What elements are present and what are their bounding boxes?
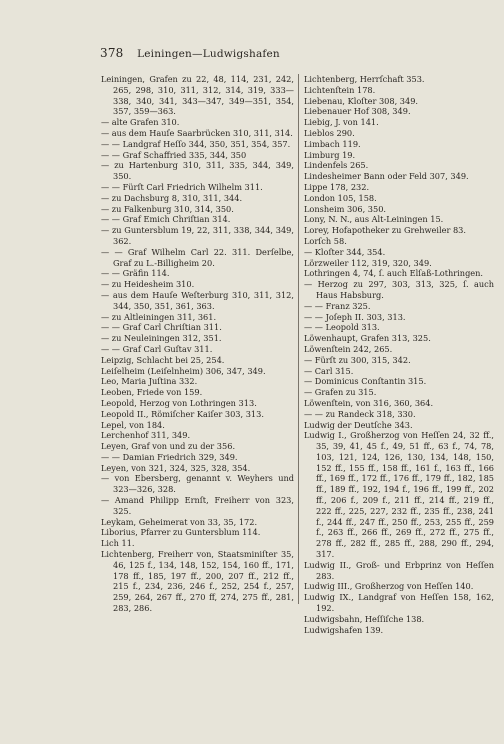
index-column-left <box>101 74 294 614</box>
index-entry: Lepel, von 184. <box>101 419 165 430</box>
index-entry: Lich 11. <box>101 538 135 549</box>
index-entry: — Kloſter 344, 354. <box>304 246 386 257</box>
index-entry: — — Gräfin 114. <box>101 268 170 279</box>
index-entry: Lorſch 58. <box>304 235 347 246</box>
index-entry: — Dominicus Conſtantin 315. <box>304 376 427 387</box>
index-entry: — — Landgraf Heſſo 344, 350, 351, 354, 357. <box>101 138 291 149</box>
index-entry: — — Joſeph II. 303, 313. <box>304 311 406 322</box>
index-entry: — zu Heidesheim 310. <box>101 279 195 290</box>
index-entry: — zu Guntersblum 19, 22, 311, 338, 344, 349, 362. <box>101 225 294 246</box>
index-entry: — — Graf Schaffried 335, 344, 350 <box>101 149 247 160</box>
index-entry: Lichtenberg, Herrſchaft 353. <box>304 74 425 84</box>
index-entry: Ludwigshafen 139. <box>304 624 384 635</box>
index-entry: — — Graf Carl Guſtav 311. <box>101 343 213 354</box>
index-entry: Ludwig II., Groß- und Erbprinz von Heſſen 283. <box>304 559 494 581</box>
index-entry: — aus dem Hauſe Weſterburg 310, 311, 312, 344, 350, 351, 361, 363. <box>101 289 294 311</box>
index-entry: — zu Hartenburg 310, 311, 335, 344, 349, 350. <box>101 160 294 182</box>
index-entry: — — zu Randeck 318, 330. <box>304 408 416 419</box>
index-entry: Lörzweiler 112, 319, 320, 349. <box>304 257 432 268</box>
index-entry: Liborius, Pfarrer zu Guntersblum 114. <box>101 527 261 538</box>
index-entry: Ludwig III., Großherzog von Heſſen 140. <box>304 581 474 592</box>
index-entry: Lieblos 290. <box>304 127 355 138</box>
index-entry: Limbach 119. <box>304 138 361 149</box>
page-number: 378 <box>100 46 124 60</box>
index-entry: Lichtenſtein 178. <box>304 84 376 95</box>
running-header <box>100 46 280 60</box>
index-entry: Leopold II., Römiſcher Kaiſer 303, 313. <box>101 408 264 419</box>
index-entry: Leyen, von 321, 324, 325, 328, 354. <box>101 462 251 473</box>
index-entry: Liebenau, Kloſter 308, 349. <box>304 95 419 106</box>
index-entry: — Carl 315. <box>304 365 354 376</box>
index-entry: Liebig, J. von 141. <box>304 117 379 128</box>
index-entry: Löwenſtein, von 316, 360, 364. <box>304 397 434 408</box>
index-entry: — aus dem Hauſe Saarbrücken 310, 311, 314. <box>101 127 293 138</box>
index-entry: Leo, Maria Juſtina 332. <box>101 376 198 387</box>
index-entry: Leoben, Friede von 159. <box>101 387 203 398</box>
index-entry: Leiſelheim (Leiſelnheim) 306, 347, 349. <box>101 365 266 376</box>
index-entry: — zu Altleiningen 311, 361. <box>101 311 217 322</box>
index-entry: — Fürſt zu 300, 315, 342. <box>304 354 411 365</box>
index-entry: — — Fürſt Carl Friedrich Wilhelm 311. <box>101 181 263 192</box>
index-entry: Ludwig I., Großherzog von Heſſen 24, 32 ff., 35, 39, 41, 45 f., 49, 51 ff., 63 f., 74, 78, 103, 121, 124, 126, 130, 134, 148, 150, 152 ff., 155 ff., 158 ff., 161 f., 163 ff., 166 ff., 169 ff., 172 ff., 176 ff., 179 ff., 182, 185 ff., 189 ff., 192, 194 f., 196 ff., 199 ff., 202 ff., 206 f., 209 f., 211 ff., 214 ff., 219 ff., 222 ff., 225, 227, 232 ff., 235 ff., 238, 241 f., 244 ff., 247 ff., 250 ff., 253, 255 ff., 259 f., 263 ff., 266 ff., 269 ff., 272 ff., 275 ff., 278 ff., 282 ff., 285 ff., 288, 290 ff., 294, 317. <box>304 430 494 560</box>
index-entry: — Grafen zu 315. <box>304 387 377 398</box>
index-column-right <box>304 74 494 635</box>
index-entry: Leipzig, Schlacht bei 25, 254. <box>101 354 225 365</box>
index-entry: Ludwig der Deutſche 343. <box>304 419 413 430</box>
index-entry: — — Leopold 313. <box>304 322 380 333</box>
column-divider <box>298 74 299 604</box>
index-entry: — — Franz 325. <box>304 300 371 311</box>
index-entry: Lindesheimer Bann oder Feld 307, 349. <box>304 171 469 182</box>
index-entry: — Herzog zu 297, 303, 313, 325, ſ. auch Haus Habsburg. <box>304 279 494 300</box>
index-entry: — alte Grafen 310. <box>101 117 180 128</box>
index-entry: Leykam, Geheimerat von 33, 35, 172. <box>101 516 258 527</box>
index-entry: Liebenauer Hof 308, 349. <box>304 106 411 117</box>
index-entry: — — Graf Wilhelm Carl 22. 311. Derſelbe, Graf zu L.-Billigheim 20. <box>101 246 294 268</box>
index-entry: Lorey, Hofapotheker zu Grehweiler 83. <box>304 225 466 236</box>
index-entry: Lippe 178, 232. <box>304 181 370 192</box>
index-entry: Lichtenberg, Freiherr von, Staatsminiſter 35, 46, 125 f., 134, 148, 152, 154, 160 ff., 171, 178 ff., 185, 197 ff., 200, 207 ff., 212 ff., 215 f., 234, 236, 246 f., 252, 254 f., 257, 259, 264, 267 ff., 270 ff, 274, 275 ff., 281, 283, 286. <box>101 549 294 614</box>
index-entry: Lerchenhof 311, 349. <box>101 430 191 441</box>
index-entry: Ludwig IX., Landgraf von Heſſen 158, 162, 192. <box>304 592 494 614</box>
index-entry: London 105, 158. <box>304 192 377 203</box>
running-title: Leiningen—Ludwigshafen <box>137 48 280 60</box>
index-entry: Leiningen, Grafen zu 22, 48, 114, 231, 242, 265, 298, 310, 311, 312, 314, 319, 333—338, 340, 341, 343—347, 349—351, 354, 357, 359—363. <box>101 74 294 117</box>
index-entry: — zu Falkenburg 310, 314, 350. <box>101 203 234 214</box>
index-entry: — — Damian Friedrich 329, 349. <box>101 451 238 462</box>
index-entry: Limburg 19. <box>304 149 356 160</box>
index-entry: Löwenhaupt, Grafen 313, 325. <box>304 333 431 344</box>
index-entry: — zu Dachsburg 8, 310, 311, 344. <box>101 192 243 203</box>
index-entry: Löwenſtein 242, 265. <box>304 343 393 354</box>
index-entry: Lindenfels 265. <box>304 160 369 171</box>
index-entry: Lothringen 4, 74, ſ. auch Elſaß-Lothringen. <box>304 268 484 279</box>
index-entry: Lonsheim 306, 350. <box>304 203 387 214</box>
index-entry: Ludwigsbahn, Heſſiſche 138. <box>304 613 425 624</box>
index-entry: Lony, N. N., aus Alt-Leiningen 15. <box>304 214 444 225</box>
index-entry: — von Ebersberg, genannt v. Weyhers und 323—326, 328. <box>101 473 294 495</box>
index-entry: Leyen, Graf von und zu der 356. <box>101 441 236 452</box>
index-entry: Leopold, Herzog von Lothringen 313. <box>101 397 257 408</box>
index-entry: — zu Neuleiningen 312, 351. <box>101 333 222 344</box>
index-entry: — — Graf Carl Chriſtian 311. <box>101 322 222 333</box>
index-entry: — — Graf Emich Chriſtian 314. <box>101 214 231 225</box>
index-entry: — Amand Philipp Ernſt, Freiherr von 323, 325. <box>101 495 294 516</box>
